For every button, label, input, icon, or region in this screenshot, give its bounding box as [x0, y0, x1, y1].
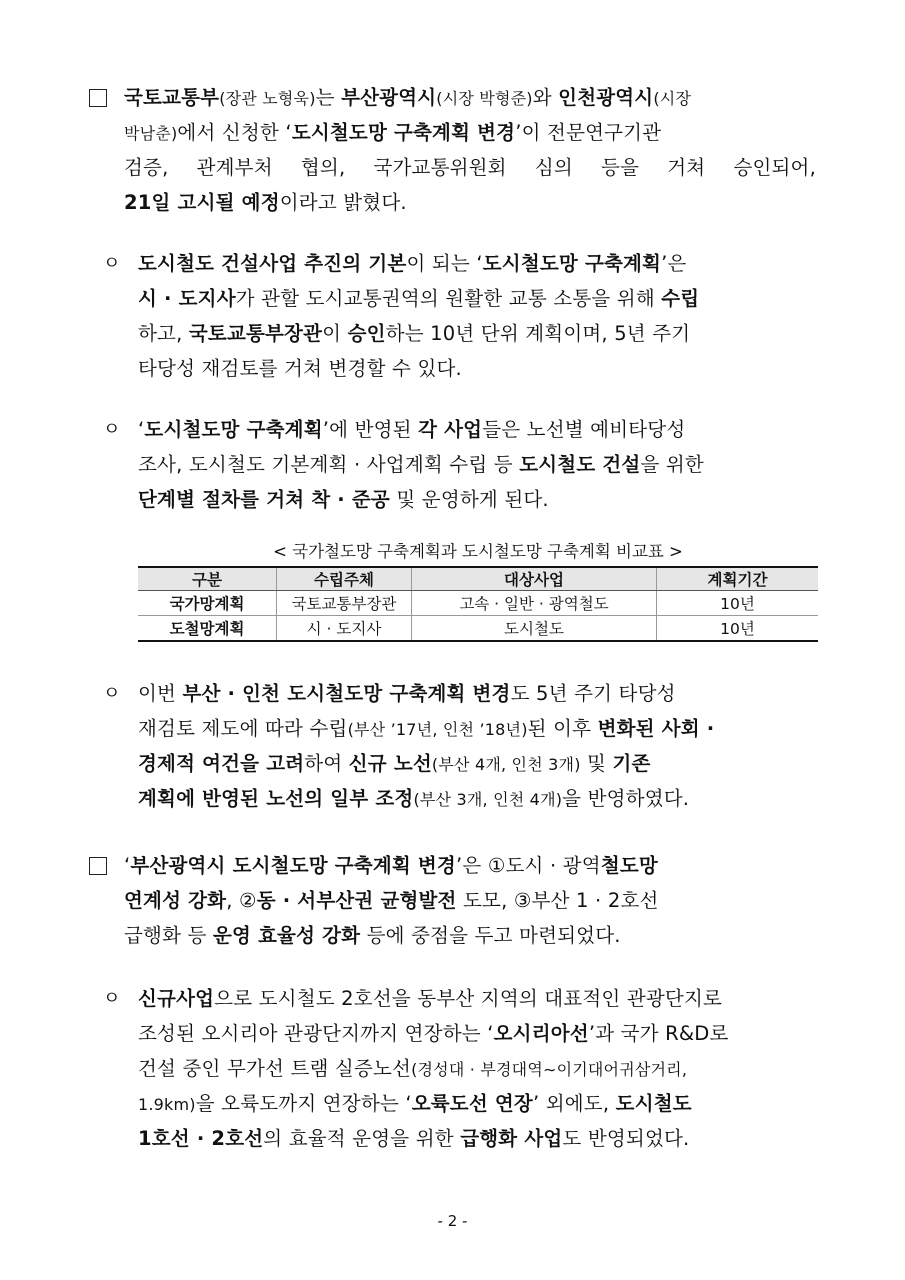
table-row — [138, 616, 818, 642]
para1-line3: 검증, 관계부처 협의, 국가교통위원회 심의 등을 거쳐 승인되어, — [124, 156, 816, 179]
header-category: 구분 — [138, 567, 277, 591]
para2-line3: 하고, 국토교통부장관이 승인하는 10년 단위 계획이며, 5년 주기 — [138, 322, 691, 345]
para1-line4: 21일 고시될 예정이라고 밝혔다. — [124, 191, 407, 214]
table-row — [138, 591, 818, 616]
table-cell: 10년 — [657, 616, 819, 642]
para3-line3: 단계별 절차를 거쳐 착 · 준공 및 운영하게 된다. — [138, 488, 549, 511]
para4-line2: 재검토 제도에 따라 수립(부산 ’17년, 인천 ’18년)된 이후 변화된 사회 · — [138, 717, 715, 740]
table-caption: < 국가철도망 구축계획과 도시철도망 구축계획 비교표 > — [273, 542, 683, 561]
section-checkbox-2 — [89, 857, 107, 875]
para6-line3: 건설 중인 무가선 트램 실증노선(경성대 · 부경대역∼이기대어귀삼거리, — [138, 1057, 688, 1080]
para2-line4: 타당성 재검토를 거쳐 변경할 수 있다. — [138, 357, 462, 380]
table-cell: 도철망계획 — [138, 616, 277, 642]
para6-line1: 신규사업으로 도시철도 2호선을 동부산 지역의 대표적인 관광단지로 — [138, 987, 723, 1010]
ministry-name: 국토교통부 — [124, 86, 220, 109]
para6-line5: 1호선 · 2호선의 효율적 운영을 위한 급행화 사업도 반영되었다. — [138, 1127, 690, 1150]
para4-line3: 경제적 여건을 고려하여 신규 노선(부산 4개, 인천 3개) 및 기존 — [138, 752, 651, 775]
incheon-city: 인천광역시 — [558, 86, 654, 109]
header-target: 대상사업 — [412, 567, 657, 591]
table-cell: 10년 — [657, 591, 819, 616]
header-planner: 수립주체 — [277, 567, 412, 591]
bullet-circle: ㅇ — [103, 683, 121, 704]
bullet-circle: ㅇ — [103, 988, 121, 1009]
para4-line1: 이번 부산 · 인천 도시철도망 구축계획 변경도 5년 주기 타당성 — [138, 682, 676, 705]
table-cell: 시 · 도지사 — [277, 616, 412, 642]
comparison-table — [138, 566, 818, 642]
para1-line2: 박남춘)에서 신청한 ‘도시철도망 구축계획 변경’이 전문연구기관 — [124, 121, 662, 144]
para4-line4: 계획에 반영된 노선의 일부 조정(부산 3개, 인천 4개)을 반영하였다. — [138, 787, 690, 810]
para3-line2: 조사, 도시철도 기본계획 · 사업계획 수립 등 도시철도 건설을 위한 — [138, 453, 704, 476]
busan-city: 부산광역시 — [341, 86, 437, 109]
header-period: 계획기간 — [657, 567, 819, 591]
table-header-row — [138, 567, 818, 591]
table-cell: 국토교통부장관 — [277, 591, 412, 616]
para2-line2: 시 · 도지사가 관할 도시교통권역의 원활한 교통 소통을 위해 수립 — [138, 287, 700, 310]
para5-line3: 급행화 등 운영 효율성 강화 등에 중점을 두고 마련되었다. — [124, 924, 621, 947]
bullet-circle: ㅇ — [103, 419, 121, 440]
para5-line1: ‘부산광역시 도시철도망 구축계획 변경’은 ①도시 · 광역철도망 — [124, 854, 658, 877]
para5-line2: 연계성 강화, ②동 · 서부산권 균형발전 도모, ③부산 1 · 2호선 — [124, 889, 659, 912]
para3-line1: ‘도시철도망 구축계획’에 반영된 각 사업들은 노선별 예비타당성 — [138, 418, 686, 441]
page-number: - 2 - — [437, 1212, 468, 1230]
table-cell: 도시철도 — [412, 616, 657, 642]
section-checkbox-1 — [89, 89, 107, 107]
para6-line2: 조성된 오시리아 관광단지까지 연장하는 ‘오시리아선’과 국가 R&D로 — [138, 1022, 729, 1045]
para2-line1: 도시철도 건설사업 추진의 기본이 되는 ‘도시철도망 구축계획’은 — [138, 252, 687, 275]
table-cell: 국가망계획 — [138, 591, 277, 616]
para6-line4: 1.9km)을 오륙도까지 연장하는 ‘오륙도선 연장’ 외에도, 도시철도 — [138, 1092, 692, 1115]
table-cell: 고속 · 일반 · 광역철도 — [412, 591, 657, 616]
bullet-circle: ㅇ — [103, 253, 121, 274]
para1-line1: 국토교통부(장관 노형욱)는 부산광역시(시장 박형준)와 인천광역시(시장 — [124, 86, 692, 109]
